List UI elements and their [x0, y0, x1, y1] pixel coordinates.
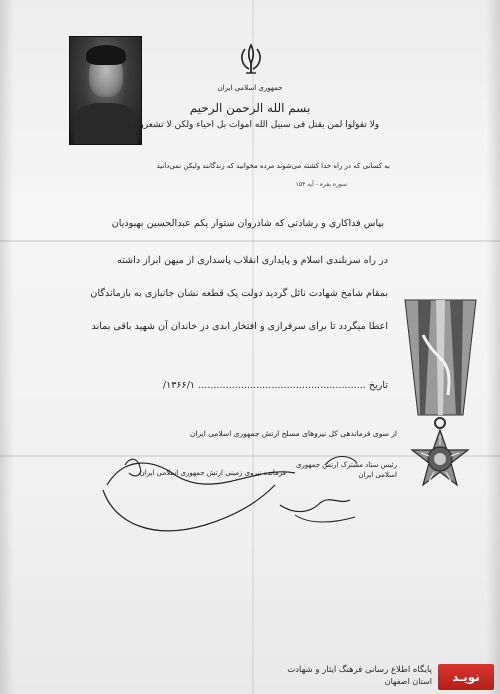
paper-fold	[0, 240, 500, 242]
signatory-title-left: فرمانده نیروی زمینی ارتش جمهوری اسلامی ایران	[139, 469, 286, 477]
certificate-body-line: در راه سربلندی اسلام و پایداری انقلاب پاسداری از میهن ابراز داشته	[117, 255, 388, 266]
handwritten-signatures	[95, 445, 395, 565]
portrait-hair	[86, 45, 126, 65]
certificate-date-line: تاریخ ....................................................... ۱۳۶۶/۱/	[162, 380, 388, 391]
bismillah-heading: بسم الله الرحمن الرحیم	[189, 101, 311, 115]
scan-edge-shadow	[0, 0, 14, 694]
watermark-province: استان اصفهان	[384, 677, 432, 686]
issuer-line: از سوی فرماندهی کل نیروهای مسلح ارتش جمهوری اسلامی ایران	[189, 429, 397, 438]
watermark-title: پایگاه اطلاع رسانی فرهنگ ایثار و شهادت	[287, 665, 432, 675]
certificate-body-line: بپاس فداکاری و رشادتی که شادروان ستوار یکم عبدالحسین بهبودیان	[111, 218, 384, 229]
quran-verse: ولا تقولوا لمن یقتل فی سبیل الله اموات بل احیاء ولکن لا تشعرون	[132, 120, 380, 130]
certificate-body-line: اعطا میگردد تا برای سرفرازی و افتخار ابدی در خاندان آن شهید باقی بماند	[91, 321, 388, 332]
iran-emblem-icon	[237, 43, 265, 75]
verse-reference: سوره بقره - آیه ۱۵۴	[295, 181, 347, 188]
signatory-title-right: رئیس ستاد مشترک ارتش جمهوری اسلامی ایران	[295, 461, 397, 479]
verse-translation: به کسانی که در راه خدا کشته می‌شوند مرده مخوانید که زندگانند ولیکن نمی‌دانید	[156, 162, 390, 170]
certificate-body-line: بمقام شامخ شهادت نائل گردید دولت یک قطعه نشان جانبازی به بازماندگان	[90, 288, 388, 299]
navid-logo: نویـد	[438, 664, 494, 690]
scan-edge-shadow	[486, 0, 500, 694]
site-watermark	[236, 664, 494, 690]
medal-of-honor-image	[393, 295, 488, 515]
country-name: جمهوری اسلامی ایران	[217, 84, 283, 92]
